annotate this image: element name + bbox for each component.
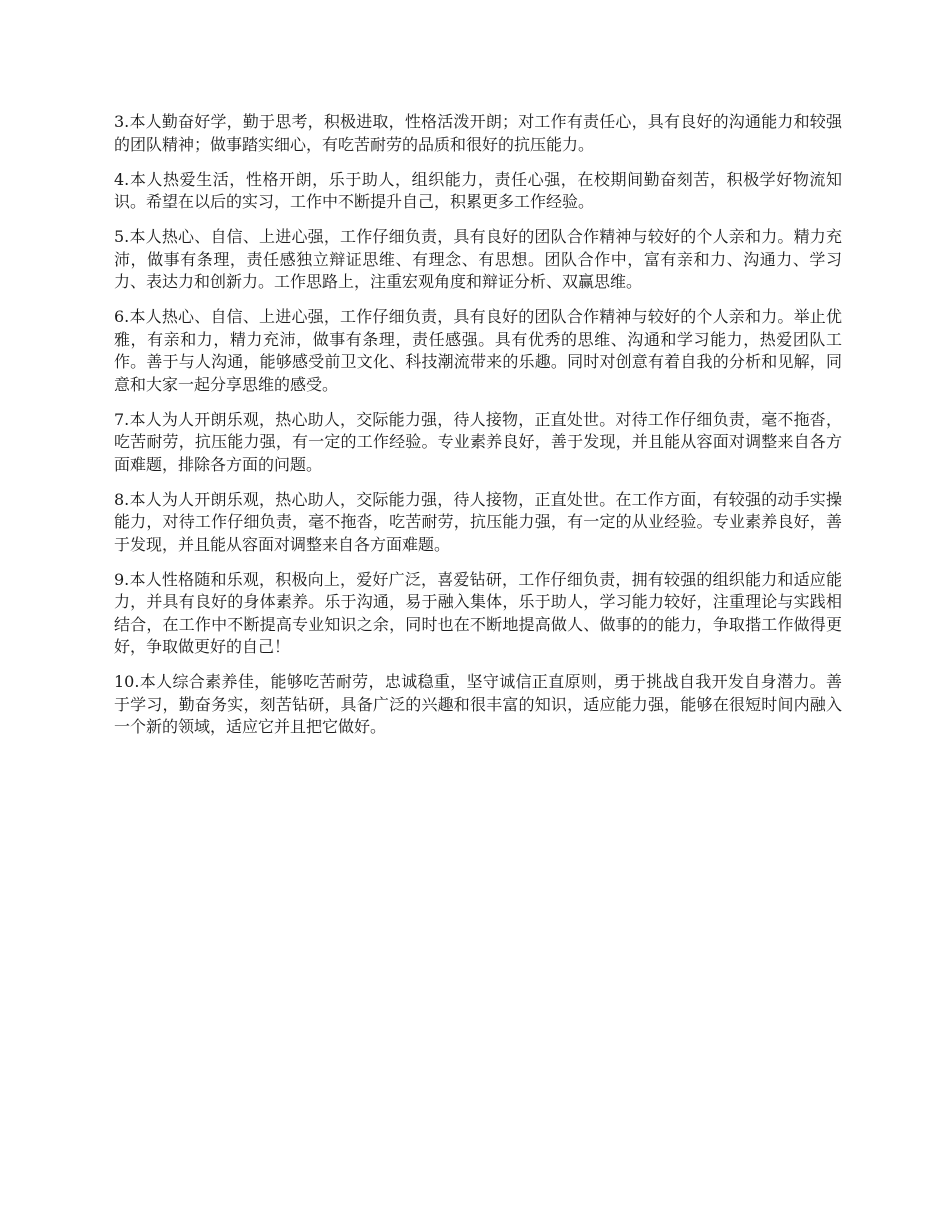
document-body (114, 111, 842, 751)
paragraph-3: 3.本人勤奋好学，勤于思考，积极进取，性格活泼开朗；对工作有责任心，具有良好的沟通能力和较强的团队精神；做事踏实细心，有吃苦耐劳的品质和很好的抗压能力。 (114, 112, 842, 154)
paragraph-7: 7.本人为人开朗乐观，热心助人，交际能力强，待人接物，正直处世。对待工作仔细负责，毫不拖沓，吃苦耐劳，抗压能力强，有一定的工作经验。专业素养良好，善于发现，并且能从容面对调整来自各方面难题，排除各方面的问题。 (114, 409, 842, 474)
paragraph-4: 4.本人热爱生活，性格开朗，乐于助人，组织能力，责任心强，在校期间勤奋刻苦，积极学好物流知识。希望在以后的实习，工作中不断提升自己，积累更多工作经验。 (114, 169, 842, 211)
paragraph-9: 9.本人性格随和乐观，积极向上，爱好广泛，喜爱钻研，工作仔细负责，拥有较强的组织能力和适应能力，并具有良好的身体素养。乐于沟通，易于融入集体，乐于助人，学习能力较好，注重理论与实践相结合，在工作中不断提高专业知识之余，同时也在不断地提高做人、做事的的能力，争取揩工作做得更好，争取做更好的自己！ (114, 569, 842, 656)
paragraph-10: 10.本人综合素养佳，能够吃苦耐劳，忠诚稳重，坚守诚信正直原则，勇于挑战自我开发自身潜力。善于学习，勤奋务实，刻苦钻研，具备广泛的兴趣和很丰富的知识，适应能力强，能够在很短时间内融入一个新的领域，适应它并且把它做好。 (114, 672, 842, 736)
paragraph-6: 6.本人热心、自信、上进心强，工作仔细负责，具有良好的团队合作精神与较好的个人亲和力。举止优雅，有亲和力，精力充沛，做事有条理，责任感强。具有优秀的思维、沟通和学习能力，热爱团队工作。善于与人沟通，能够感受前卫文化、科技潮流带来的乐趣。同时对创意有着自我的分析和见解，同意和大家一起分享思维的感受。 (114, 307, 842, 394)
paragraph-5: 5.本人热心、自信、上进心强，工作仔细负责，具有良好的团队合作精神与较好的个人亲和力。精力充沛，做事有条理，责任感独立辩证思维、有理念、有思想。团队合作中，富有亲和力、沟通力、学习力、表达力和创新力。工作思路上，注重宏观角度和辩证分析、双赢思维。 (114, 227, 842, 291)
paragraph-8: 8.本人为人开朗乐观，热心助人，交际能力强，待人接物，正直处世。在工作方面，有较强的动手实操能力，对待工作仔细负责，毫不拖沓，吃苦耐劳，抗压能力强，有一定的从业经验。专业素养良好，善于发现，并且能从容面对调整来自各方面难题。 (114, 489, 842, 554)
